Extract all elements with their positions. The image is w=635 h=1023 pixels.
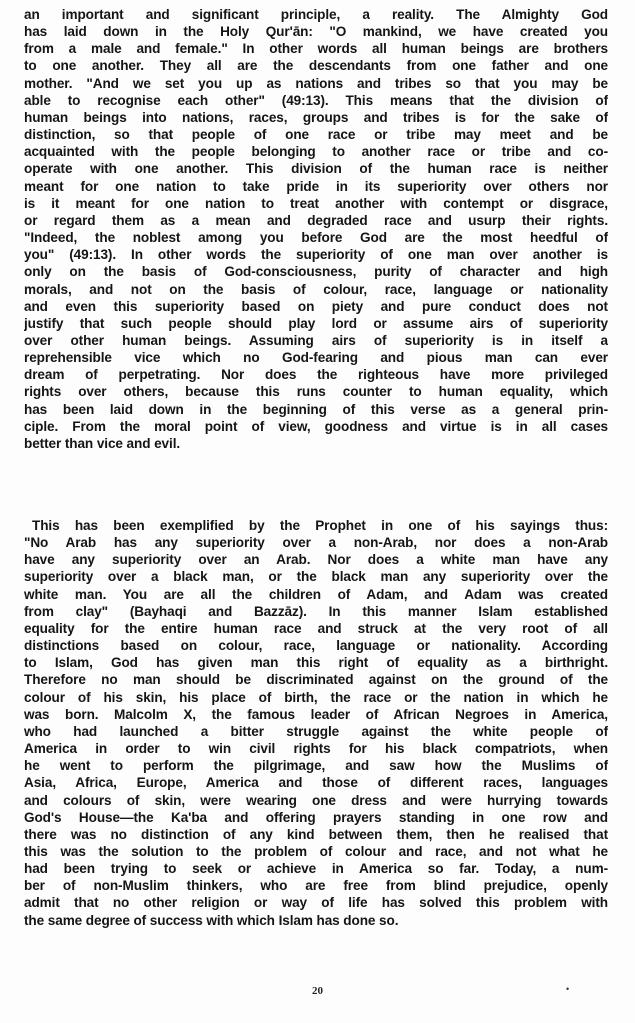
text-line: was born. Malcolm X, the famous leader of African Negroes in America, [24, 706, 608, 722]
text-line: from clay" (Bayhaqi and Bazzāz). In this manner Islam established [24, 603, 608, 619]
text-line: "No Arab has any superiority over a non-Arab, nor does a non-Arab [24, 535, 608, 551]
text-line: God's House—the Ka'ba and offering prayers standing in one row and [24, 809, 608, 825]
text-line: Therefore no man should be discriminated against on the ground of the [24, 672, 608, 688]
text-line: equality for the entire human race and struck at the very root of all [24, 620, 608, 636]
text-line: acquainted with the people belonging to another race or tribe and co- [24, 144, 608, 160]
text-line: operate with one another. This division of the human race is neither [24, 161, 608, 177]
text-line: there was no distinction of any kind between them, then he realised that [24, 826, 608, 842]
text-line: "Indeed, the noblest among you before God are the most heedful of [24, 230, 608, 246]
text-line: and colours of skin, were wearing one dress and were hurrying towards [24, 792, 608, 808]
text-line: justify that such people should play lord or assume airs of superiority [24, 315, 608, 331]
text-line: colour of his skin, his place of birth, the race or the nation in which he [24, 689, 608, 705]
text-line: morals, and not on the basis of colour, race, language or nationality [24, 281, 608, 297]
text-line: mother. "And we set you up as nations and tribes so that you may be [24, 75, 608, 91]
text-line: is it meant for one nation to treat another with contempt or disgrace, [24, 195, 608, 211]
text-line: dream of perpetrating. Nor does the righteous have more privileged [24, 367, 608, 383]
text-line: superiority over a black man, or the black man any superiority over the [24, 569, 608, 585]
text-line: human beings into nations, races, groups and tribes is for the sake of [24, 109, 608, 125]
text-line: better than vice and evil. [24, 435, 181, 451]
text-line: have any superiority over an Arab. Nor does a white man have any [24, 552, 608, 568]
page-mark: • [566, 984, 570, 994]
text-line: ciple. From the moral point of view, goodness and virtue is in all cases [24, 418, 608, 434]
text-line: ber of non-Muslim thinkers, who are free from blind prejudice, openly [24, 878, 608, 894]
text-line: has been laid down in the beginning of this verse as a general prin- [24, 401, 608, 417]
text-line: Asia, Africa, Europe, America and those of different races, languages [24, 775, 608, 791]
text-line: from a male and female." In other words all human beings are brothers [24, 41, 608, 57]
text-line: distinction, so that people of one race or tribe may meet and be [24, 127, 608, 143]
paragraph-1 [24, 6, 608, 452]
text-line: over other human beings. Assuming airs of superiority is in itself a [24, 332, 608, 348]
text-line: white man. You are all the children of Adam, and Adam was created [24, 586, 608, 602]
text-line: had been trying to seek or achieve in America so far. Today, a num- [24, 861, 608, 877]
text-line: only on the basis of God-consciousness, purity of character and high [24, 264, 608, 280]
text-line: to Islam, God has given man this right of equality as a birthright. [24, 655, 608, 671]
text-line: who had launched a bitter struggle against the white people of [24, 723, 608, 739]
page-number: 20 [312, 985, 323, 997]
text-line: or regard them as a mean and degraded race and usurp their rights. [24, 212, 608, 228]
text-line: able to recognise each other" (49:13). This means that the division of [24, 92, 608, 108]
text-line: he went to perform the pilgrimage, and saw how the Muslims of [24, 758, 608, 774]
text-line: rights over others, because this runs counter to human equality, which [24, 384, 608, 400]
text-line: reprehensible vice which no God-fearing and pious man can ever [24, 350, 608, 366]
text-line: to one another. They all are the descendants from one father and one [24, 58, 608, 74]
text-line: an important and significant principle, a reality. The Almighty God [24, 7, 608, 22]
paragraph-2 [24, 517, 608, 929]
text-line: admit that no other religion or way of life has solved this problem with [24, 895, 608, 911]
text-line: the same degree of success with which Islam has done so. [24, 912, 399, 928]
text-line: meant for one nation to take pride in its superiority over others nor [24, 178, 608, 194]
text-line: America in order to win civil rights for his black compatriots, when [24, 741, 608, 757]
text-line: has laid down in the Holy Qur'ān: "O mankind, we have created you [24, 24, 608, 40]
text-line: this was the solution to the problem of colour and race, and not what he [24, 843, 608, 859]
text-line: This has been exemplified by the Prophet in one of his sayings thus: [32, 518, 608, 533]
text-line: distinctions based on colour, race, language or nationality. According [24, 638, 608, 654]
text-line: you" (49:13). In other words the superiority of one man over another is [24, 247, 608, 263]
text-line: and even this superiority based on piety and pure conduct does not [24, 298, 608, 314]
